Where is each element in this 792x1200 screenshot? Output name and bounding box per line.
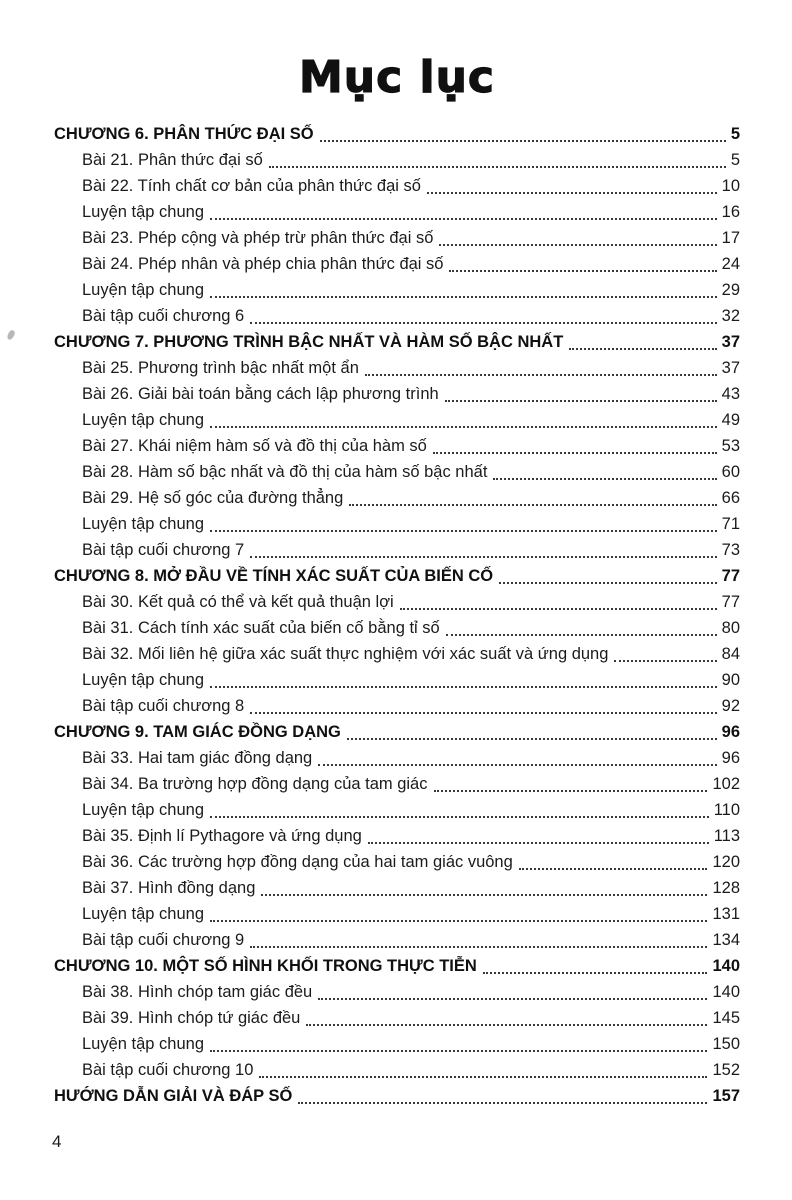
toc-entry-row	[54, 979, 740, 1005]
toc-dotted-leader	[250, 946, 707, 948]
toc-entry-label: Luyện tập chung	[82, 411, 205, 429]
toc-dotted-leader	[446, 634, 717, 636]
page-title: Mục lục	[299, 52, 495, 103]
toc-page-number: 152	[712, 1061, 740, 1079]
toc-entry-row	[54, 1057, 740, 1083]
toc-dotted-leader	[250, 322, 716, 324]
toc-entry-label: Bài 25. Phương trình bậc nhất một ẩn	[82, 359, 359, 377]
toc-entry-label: Luyện tập chung	[82, 801, 205, 819]
toc-entry-row	[54, 251, 740, 277]
toc-entry-label: Bài tập cuối chương 9	[82, 931, 245, 949]
toc-entry-label: CHƯƠNG 6. PHÂN THỨC ĐẠI SỐ	[54, 125, 314, 143]
toc-page-number: 96	[721, 749, 740, 767]
toc-page-number: 10	[721, 177, 740, 195]
toc-dotted-leader	[400, 608, 717, 610]
toc-entry-row	[54, 355, 740, 381]
toc-entry-label: Bài 27. Khái niệm hàm số và đồ thị của hàm số	[82, 437, 427, 455]
toc-entry-row	[54, 537, 740, 563]
toc-entry-label: Bài tập cuối chương 6	[82, 307, 245, 325]
toc-entry-row	[54, 173, 740, 199]
toc-chapter-row	[54, 953, 740, 979]
toc-page-number: 77	[721, 567, 740, 585]
toc-entry-label: Bài 32. Mối liên hệ giữa xác suất thực nghiệm với xác suất và ứng dụng	[82, 645, 609, 663]
toc-entry-label: Bài 28. Hàm số bậc nhất và đồ thị của hàm số bậc nhất	[82, 463, 488, 481]
toc-page-number: 49	[721, 411, 740, 429]
toc-dotted-leader	[210, 686, 717, 688]
toc-page-number: 37	[721, 359, 740, 377]
toc-entry-label: CHƯƠNG 7. PHƯƠNG TRÌNH BẬC NHẤT VÀ HÀM SỐ BẬC NHẤT	[54, 333, 564, 351]
toc-dotted-leader	[427, 192, 717, 194]
toc-dotted-leader	[493, 478, 716, 480]
toc-page-number: 60	[721, 463, 740, 481]
toc-entry-row	[54, 147, 740, 173]
toc-dotted-leader	[349, 504, 716, 506]
toc-chapter-row	[54, 121, 740, 147]
toc-entry-row	[54, 823, 740, 849]
toc-page-number: 90	[721, 671, 740, 689]
toc-dotted-leader	[434, 790, 708, 792]
toc-entry-label: Bài 23. Phép cộng và phép trừ phân thức đại số	[82, 229, 434, 247]
toc-dotted-leader	[261, 894, 707, 896]
toc-page-number: 66	[721, 489, 740, 507]
toc-entry-row	[54, 771, 740, 797]
toc-entry-label: Bài 38. Hình chóp tam giác đều	[82, 983, 313, 1001]
toc-page-number: 145	[712, 1009, 740, 1027]
toc-entry-label: Bài 29. Hệ số góc của đường thẳng	[82, 489, 344, 507]
toc-dotted-leader	[210, 920, 707, 922]
toc-chapter-row	[54, 563, 740, 589]
toc-dotted-leader	[210, 816, 709, 818]
toc-dotted-leader	[210, 218, 717, 220]
toc-page-number: 77	[721, 593, 740, 611]
toc-dotted-leader	[519, 868, 708, 870]
toc-page-number: 84	[721, 645, 740, 663]
toc-dotted-leader	[320, 140, 726, 142]
toc-dotted-leader	[347, 738, 717, 740]
toc-dotted-leader	[269, 166, 726, 168]
toc-dotted-leader	[250, 712, 716, 714]
toc-entry-label: Bài 39. Hình chóp tứ giác đều	[82, 1009, 301, 1027]
toc-dotted-leader	[250, 556, 716, 558]
toc-entry-row	[54, 277, 740, 303]
toc-dotted-leader	[368, 842, 709, 844]
toc-entry-label: CHƯƠNG 8. MỞ ĐẦU VỀ TÍNH XÁC SUẤT CỦA BIẾN CỐ	[54, 567, 494, 585]
toc-page-number: 140	[712, 983, 740, 1001]
toc-entry-label: Bài tập cuối chương 7	[82, 541, 245, 559]
toc-entry-label: Luyện tập chung	[82, 515, 205, 533]
toc-dotted-leader	[614, 660, 716, 662]
toc-page-number: 32	[721, 307, 740, 325]
toc-dotted-leader	[318, 998, 707, 1000]
toc-entry-label: Bài 36. Các trường hợp đồng dạng của hai tam giác vuông	[82, 853, 513, 871]
toc-page-number: 113	[713, 827, 740, 845]
toc-page-number: 150	[712, 1035, 740, 1053]
toc-entry-label: Bài 37. Hình đồng dạng	[82, 879, 256, 897]
binding-smudge	[6, 329, 16, 341]
toc-entry-label: Luyện tập chung	[82, 281, 205, 299]
toc-dotted-leader	[259, 1076, 707, 1078]
toc-entry-row	[54, 875, 740, 901]
toc-entry-label: Luyện tập chung	[82, 1035, 205, 1053]
toc-entry-label: Luyện tập chung	[82, 905, 205, 923]
toc-entry-label: Bài 35. Định lí Pythagore và ứng dụng	[82, 827, 362, 845]
toc-dotted-leader	[483, 972, 708, 974]
toc-dotted-leader	[306, 1024, 707, 1026]
toc-entry-row	[54, 485, 740, 511]
page-number: 4	[52, 1132, 62, 1151]
toc-page-number: 16	[721, 203, 740, 221]
toc-chapter-row	[54, 719, 740, 745]
toc-entry-row	[54, 1031, 740, 1057]
toc-page-number: 80	[721, 619, 740, 637]
toc-entry-row	[54, 459, 740, 485]
toc-entry-label: Bài 22. Tính chất cơ bản của phân thức đại số	[82, 177, 421, 195]
toc-entry-label: HƯỚNG DẪN GIẢI VÀ ĐÁP SỐ	[54, 1087, 293, 1105]
toc-page-number: 134	[712, 931, 740, 949]
toc-page-number: 53	[721, 437, 740, 455]
toc-entry-row	[54, 381, 740, 407]
toc-dotted-leader	[433, 452, 717, 454]
toc-entry-label: CHƯƠNG 9. TAM GIÁC ĐỒNG DẠNG	[54, 723, 341, 741]
toc-page-number: 37	[721, 333, 740, 351]
toc-chapter-row	[54, 1083, 740, 1109]
toc-entry-label: Bài 21. Phân thức đại số	[82, 151, 263, 169]
toc-dotted-leader	[449, 270, 716, 272]
toc-entry-row	[54, 667, 740, 693]
toc-dotted-leader	[445, 400, 717, 402]
toc-page-number: 29	[721, 281, 740, 299]
toc-entry-row	[54, 199, 740, 225]
toc-entry-label: Bài tập cuối chương 10	[82, 1061, 254, 1079]
toc-page-number: 17	[721, 229, 740, 247]
toc-entry-row	[54, 797, 740, 823]
table-of-contents	[54, 121, 740, 1109]
toc-page-number: 43	[721, 385, 740, 403]
toc-entry-label: CHƯƠNG 10. MỘT SỐ HÌNH KHỐI TRONG THỰC TIỄN	[54, 957, 477, 975]
toc-entry-row	[54, 849, 740, 875]
toc-entry-label: Bài 31. Cách tính xác suất của biến cố bằng tỉ số	[82, 619, 440, 637]
toc-dotted-leader	[210, 426, 717, 428]
toc-page-number: 96	[721, 723, 740, 741]
toc-entry-label: Bài 24. Phép nhân và phép chia phân thức đại số	[82, 255, 444, 273]
toc-entry-row	[54, 745, 740, 771]
toc-dotted-leader	[210, 530, 717, 532]
toc-entry-label: Bài tập cuối chương 8	[82, 697, 245, 715]
toc-dotted-leader	[439, 244, 716, 246]
toc-entry-row	[54, 927, 740, 953]
toc-entry-row	[54, 693, 740, 719]
toc-entry-label: Bài 33. Hai tam giác đồng dạng	[82, 749, 313, 767]
toc-page-number: 71	[721, 515, 740, 533]
toc-entry-row	[54, 901, 740, 927]
toc-page-number: 140	[712, 957, 740, 975]
toc-page-number: 92	[721, 697, 740, 715]
toc-page-number: 131	[712, 905, 740, 923]
toc-dotted-leader	[569, 348, 716, 350]
toc-page-number: 110	[713, 801, 740, 819]
toc-dotted-leader	[298, 1102, 707, 1104]
toc-page-number: 5	[730, 151, 740, 169]
toc-entry-row	[54, 1005, 740, 1031]
toc-dotted-leader	[210, 296, 717, 298]
toc-entry-label: Bài 30. Kết quả có thể và kết quả thuận lợi	[82, 593, 394, 611]
toc-entry-row	[54, 303, 740, 329]
toc-entry-row	[54, 589, 740, 615]
toc-page-number: 5	[730, 125, 740, 143]
toc-entry-row	[54, 433, 740, 459]
toc-page-number: 24	[721, 255, 740, 273]
toc-dotted-leader	[365, 374, 717, 376]
toc-entry-row	[54, 615, 740, 641]
toc-chapter-row	[54, 329, 740, 355]
toc-entry-label: Bài 34. Ba trường hợp đồng dạng của tam giác	[82, 775, 428, 793]
toc-entry-row	[54, 511, 740, 537]
toc-page-number: 73	[721, 541, 740, 559]
toc-entry-row	[54, 225, 740, 251]
toc-entry-row	[54, 407, 740, 433]
toc-dotted-leader	[210, 1050, 707, 1052]
toc-page-number: 157	[712, 1087, 740, 1105]
toc-entry-row	[54, 641, 740, 667]
toc-entry-label: Luyện tập chung	[82, 671, 205, 689]
toc-entry-label: Bài 26. Giải bài toán bằng cách lập phương trình	[82, 385, 439, 403]
toc-dotted-leader	[499, 582, 717, 584]
toc-dotted-leader	[318, 764, 716, 766]
toc-page-number: 102	[712, 775, 740, 793]
toc-page-number: 120	[712, 853, 740, 871]
toc-entry-label: Luyện tập chung	[82, 203, 205, 221]
toc-page-number: 128	[712, 879, 740, 897]
